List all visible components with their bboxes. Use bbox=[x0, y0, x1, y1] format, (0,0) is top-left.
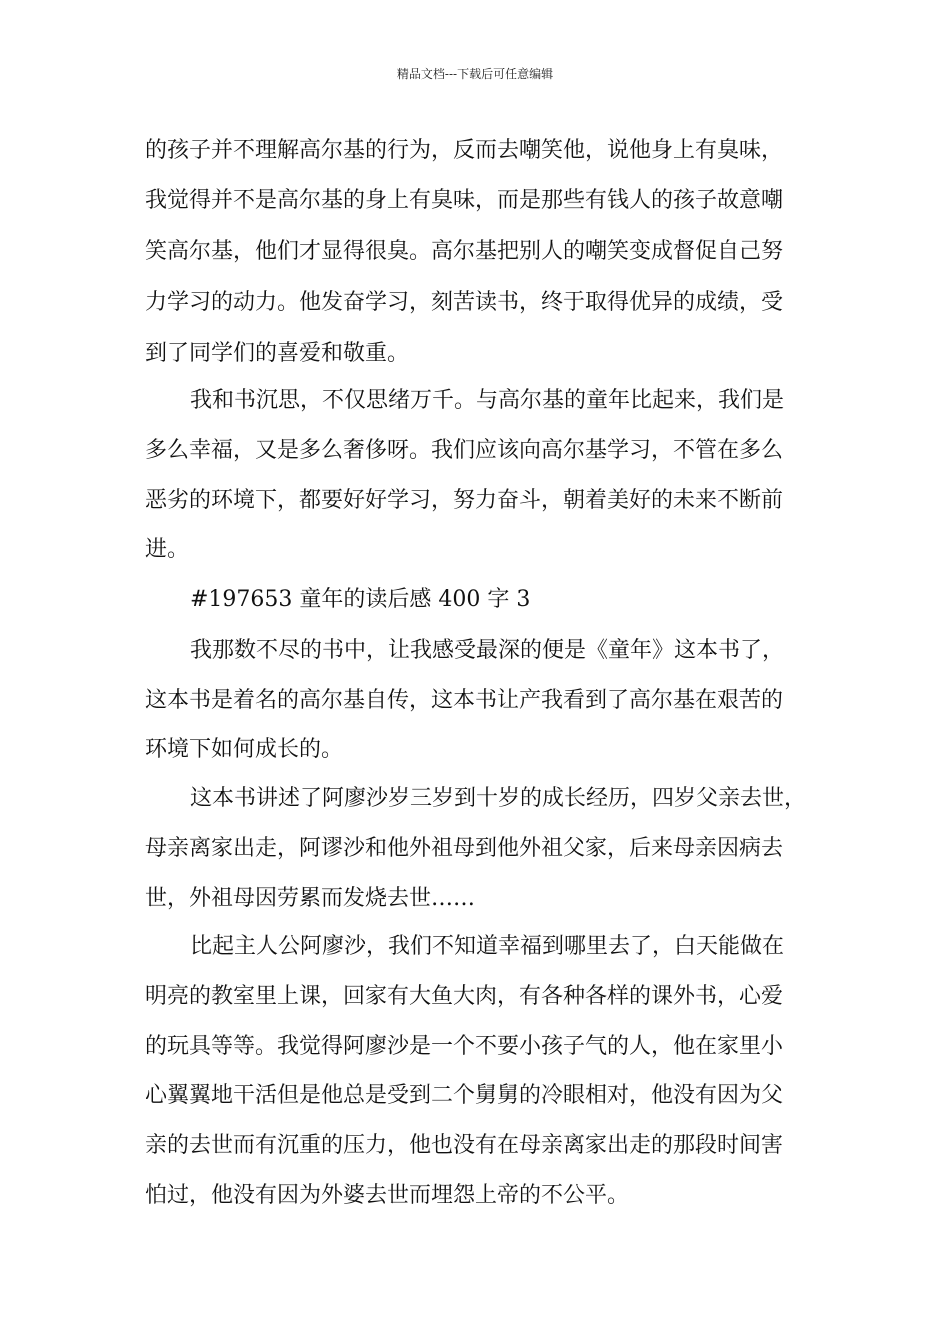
text-line: 笑高尔基，他们才显得很臭。高尔基把别人的嘲笑变成督促自己努 bbox=[145, 239, 784, 264]
text-line: 的孩子并不理解高尔基的行为，反而去嘲笑他，说他身上有臭味， bbox=[145, 138, 784, 163]
text-line: 世，外祖母因劳累而发烧去世…… bbox=[145, 886, 476, 911]
paragraph-first-line: 我和书沉思，不仅思绪万千。与高尔基的童年比起来，我们是 bbox=[190, 388, 785, 413]
paragraph-first-line: 这本书讲述了阿廖沙岁三岁到十岁的成长经历，四岁父亲去世， bbox=[190, 786, 807, 811]
text-line: 心翼翼地干活但是他总是受到二个舅舅的冷眼相对，他没有因为父 bbox=[145, 1083, 784, 1108]
text-line: 恶劣的环境下，都要好好学习，努力奋斗，朝着美好的未来不断前 bbox=[145, 488, 784, 513]
text-line: 进。 bbox=[145, 537, 190, 562]
paragraph-first-line: 比起主人公阿廖沙，我们不知道幸福到哪里去了，白天能做在 bbox=[190, 934, 785, 959]
text-line: 母亲离家出走，阿谬沙和他外祖母到他外祖父家，后来母亲因病去 bbox=[145, 836, 784, 861]
text-line: 明亮的教室里上课，回家有大鱼大肉，有各种各样的课外书，心爱 bbox=[145, 984, 784, 1009]
text-line: 我觉得并不是高尔基的身上有臭味，而是那些有钱人的孩子故意嘲 bbox=[145, 188, 784, 213]
text-line: 的玩具等等。我觉得阿廖沙是一个不要小孩子气的人，他在家里小 bbox=[145, 1034, 784, 1059]
text-line: 这本书是着名的高尔基自传，这本书让产我看到了高尔基在艰苦的 bbox=[145, 688, 784, 713]
text-line: 多么幸福，又是多么奢侈呀。我们应该向高尔基学习，不管在多么 bbox=[145, 438, 784, 463]
section-heading: #197653 童年的读后感 400 字 3 bbox=[190, 587, 531, 612]
text-line: 环境下如何成长的。 bbox=[145, 737, 344, 762]
text-line: 怕过，他没有因为外婆去世而埋怨上帝的不公平。 bbox=[145, 1183, 630, 1208]
page-header: 精品文档---下载后可任意编辑 bbox=[396, 67, 554, 81]
text-line: 到了同学们的喜爱和敬重。 bbox=[145, 341, 410, 366]
text-line: 亲的去世而有沉重的压力，他也没有在母亲离家出走的那段时间害 bbox=[145, 1133, 784, 1158]
paragraph-first-line: 我那数不尽的书中，让我感受最深的便是《童年》这本书了， bbox=[190, 638, 785, 663]
text-line: 力学习的动力。他发奋学习，刻苦读书，终于取得优异的成绩，受 bbox=[145, 290, 784, 315]
